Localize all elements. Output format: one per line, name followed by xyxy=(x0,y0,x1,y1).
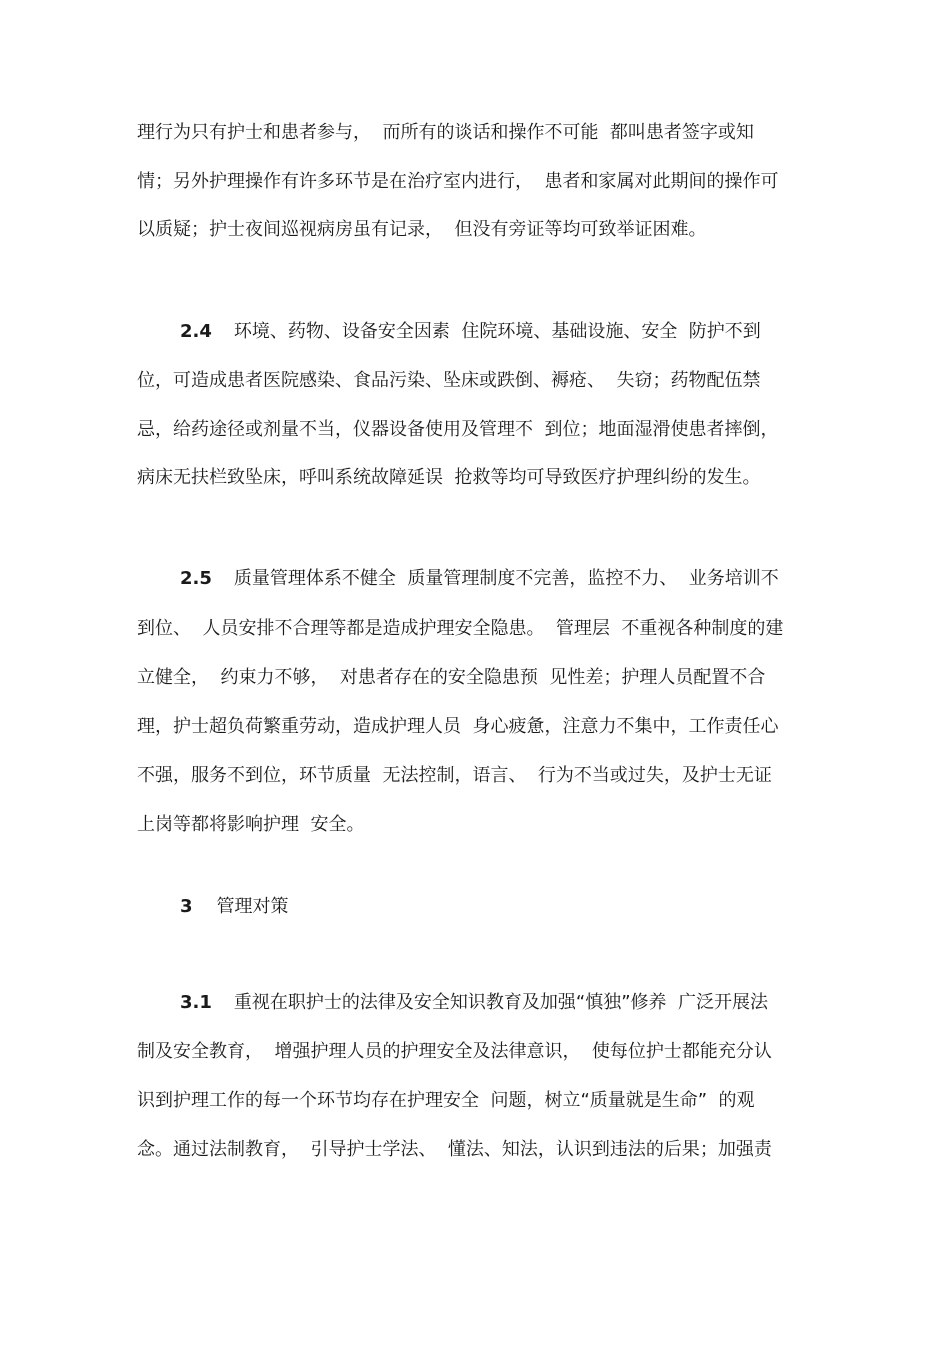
paragraph-line: 质量管理体系不健全 质量管理制度不完善，监控不力、 业务培训不 xyxy=(233,568,779,589)
paragraph-line: 念。通过法制教育， 引导护士学法、 懂法、知法，认识到违法的后果；加强责 xyxy=(137,1139,772,1160)
paragraph-line: 识到护理工作的每一个环节均存在护理安全 问题，树立“质量就是生命” 的观 xyxy=(137,1090,755,1111)
section-2-5-first-line xyxy=(180,567,779,591)
section-number: 3 xyxy=(180,896,193,917)
section-3-1-first-line xyxy=(180,991,768,1015)
paragraph-line: 位，可造成患者医院感染、食品污染、坠床或跌倒、褥疮、 失窃；药物配伍禁 xyxy=(137,370,761,391)
paragraph-line: 重视在职护士的法律及安全知识教育及加强“慎独”修养 广泛开展法 xyxy=(233,992,768,1013)
paragraph-line: 情；另外护理操作有许多环节是在治疗室内进行， 患者和家属对此期间的操作可 xyxy=(137,171,779,192)
paragraph-line: 理行为只有护士和患者参与， 而所有的谈话和操作不可能 都叫患者签字或知 xyxy=(137,122,754,143)
section-heading xyxy=(180,895,289,919)
paragraph-line: 病床无扶栏致坠床，呼叫系统故障延误 抢救等均可导致医疗护理纠纷的发生。 xyxy=(137,467,761,488)
paragraph-line: 忌，给药途径或剂量不当，仪器设备使用及管理不 到位；地面湿滑使患者摔倒， xyxy=(137,419,779,440)
section-2-4-first-line xyxy=(180,320,761,344)
paragraph-line: 理，护士超负荷繁重劳动，造成护理人员 身心疲惫，注意力不集中，工作责任心 xyxy=(137,716,779,737)
section-title: 管理对策 xyxy=(216,896,289,917)
paragraph-line: 立健全， 约束力不够， 对患者存在的安全隐患预 见性差；护理人员配置不合 xyxy=(137,667,766,688)
section-number: 3.1 xyxy=(180,992,212,1013)
paragraph-line: 不强，服务不到位，环节质量 无法控制，语言、 行为不当或过失，及护士无证 xyxy=(137,765,772,786)
paragraph-line: 到位、 人员安排不合理等都是造成护理安全隐患。 管理层 不重视各种制度的建 xyxy=(137,618,784,639)
paragraph-line: 以质疑；护士夜间巡视病房虽有记录， 但没有旁证等均可致举证困难。 xyxy=(137,219,707,240)
paragraph-line: 上岗等都将影响护理 安全。 xyxy=(137,814,365,835)
section-number: 2.4 xyxy=(180,321,212,342)
paragraph-line: 制及安全教育， 增强护理人员的护理安全及法律意识， 使每位护士都能充分认 xyxy=(137,1041,772,1062)
paragraph-line: 环境、药物、设备安全因素 住院环境、基础设施、安全 防护不到 xyxy=(233,321,761,342)
section-number: 2.5 xyxy=(180,568,212,589)
